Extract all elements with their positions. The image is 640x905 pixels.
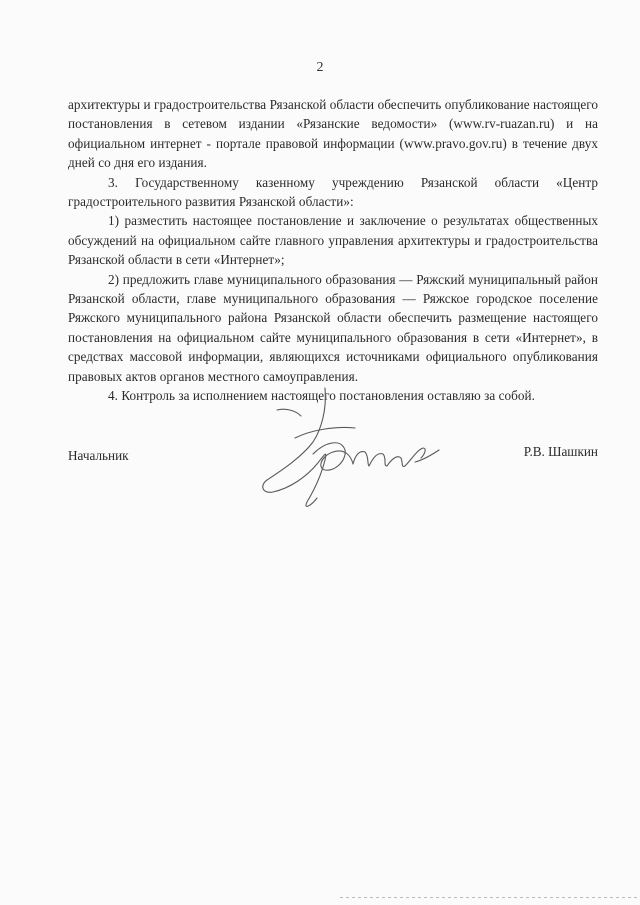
page-number: 2: [316, 60, 324, 75]
paragraph-subitem-2: 2) предложить главе муниципального образования — Ряжский муниципальный район Рязанской области, главе муниципального образования — Ряжское городское поселение Ряжского муниципального района Рязанской области обеспечить размещение настоящего постановления на официальном сайте муниципального образования в сети «Интернет», в средствах массовой информации, являющихся источниками официального опубликования правовых актов органов местного самоуправления.: [68, 271, 598, 384]
paragraph-item-3: 3. Государственному казенному учреждению Рязанской области «Центр градостроительного развития Рязанской области»:: [68, 174, 598, 210]
signature-block: [68, 444, 598, 474]
scan-artifact-line: [340, 897, 640, 898]
paragraph-publication: архитектуры и градостроительства Рязанской области обеспечить опубликование настоящего постановления в сетевом издании «Рязанские ведомости» (www.rv-ruazan.ru) и на официальном интернет - портале правовой информации (www.pravo.gov.ru) в течение двух дней со дня его издания.: [68, 97, 598, 171]
paragraph-item-4: 4. Контроль за исполнением настоящего постановления оставляю за собой.: [108, 388, 535, 404]
document-body: [68, 95, 598, 406]
signatory-title: Начальник: [68, 448, 129, 463]
signatory-name: Р.В. Шашкин: [523, 444, 598, 459]
paragraph-subitem-1: 1) разместить настоящее постановление и заключение о результатах общественных обсуждений на официальном сайте главного управления архитектуры и градостроительства Рязанской области в сети «Интернет»;: [68, 213, 598, 268]
